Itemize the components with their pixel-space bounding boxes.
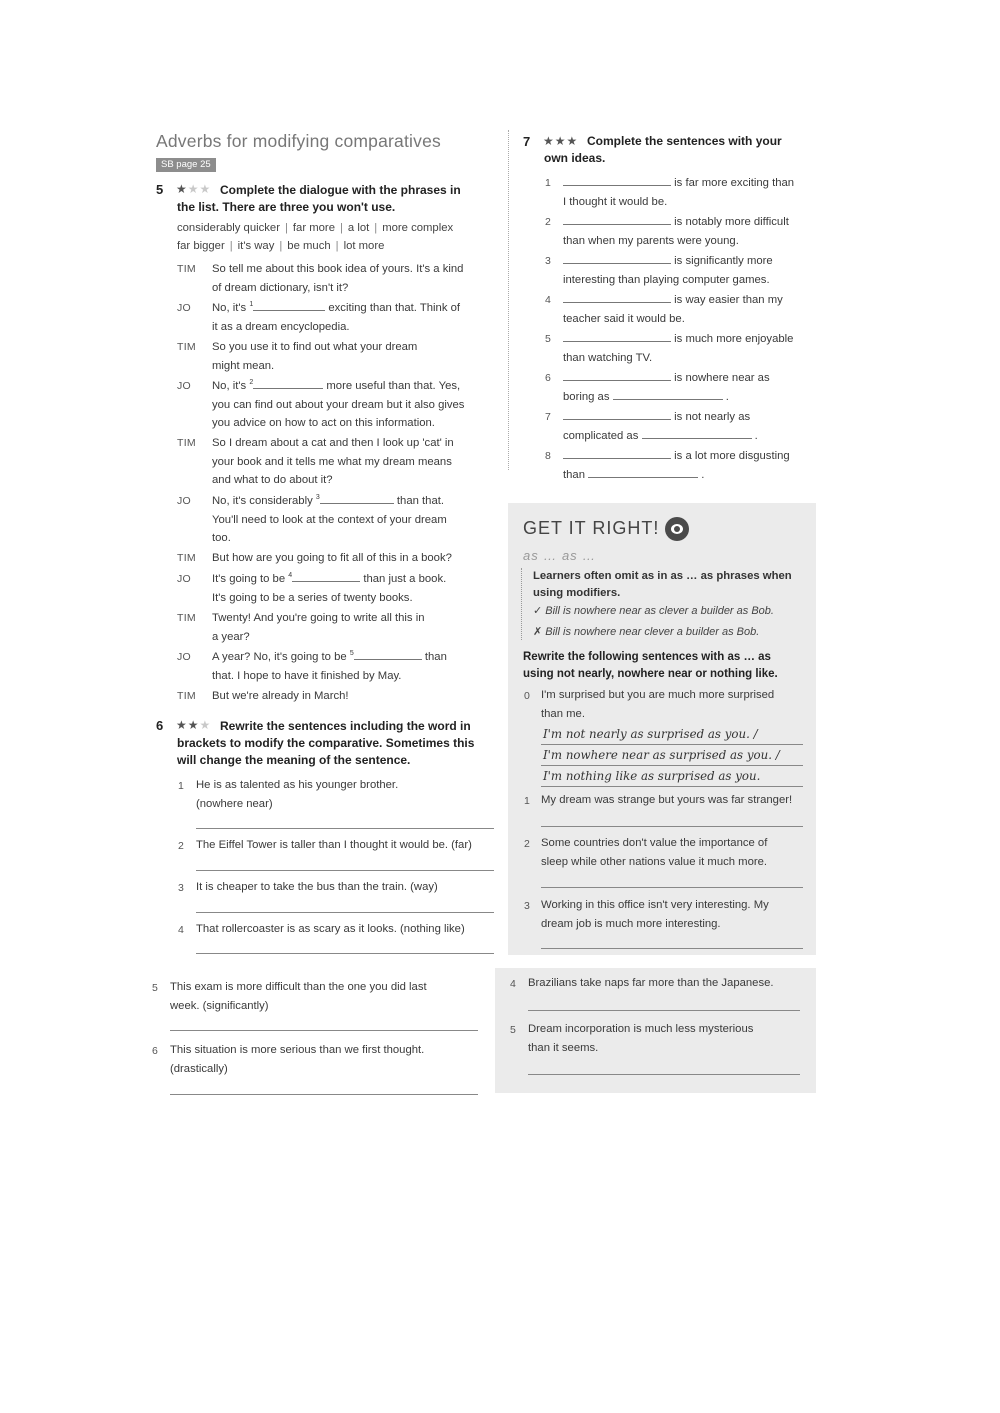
answer-line[interactable] (528, 1074, 800, 1075)
ex5-number: 5 (156, 182, 164, 197)
word-option: lot more (343, 239, 385, 252)
ex5-word-list: considerably quicker | far more | a lot | more complex far bigger | it's way | be much | lot more (177, 222, 454, 252)
ex7-item-4: is way easier than my teacher said it would be. (563, 291, 823, 328)
dialogue-line: It's going to be $^4$ than just a book. It's going to be a series of twenty books. (212, 570, 497, 607)
ex7-item-5: is much more enjoyable than watching TV. (563, 330, 823, 367)
answer-blank[interactable] (563, 252, 671, 264)
ex5-stars (176, 182, 211, 196)
item-number: 4 (178, 924, 184, 936)
answer-line[interactable] (541, 887, 803, 888)
item-number: 3 (524, 900, 530, 912)
ex6-item-5: This exam is more difficult than the one you did last week. (significantly) (170, 981, 427, 1012)
answer-line[interactable] (196, 953, 494, 954)
star-filled-icon: ★ (176, 182, 188, 196)
get-it-right-subtitle: as … as … (523, 548, 597, 563)
word-option: far bigger (177, 239, 225, 252)
item-number: 5 (510, 1024, 516, 1036)
speaker-label: JO (177, 495, 192, 507)
dialogue-line: No, it's $^2$ more useful than that. Yes, you can find out about your dream but it also gives you advice on how to act on this information. (212, 377, 497, 433)
item-number: 6 (152, 1045, 158, 1057)
answer-line[interactable] (170, 1030, 478, 1031)
answer-line[interactable] (170, 1094, 478, 1095)
word-option: it's way (237, 239, 275, 252)
answer-line[interactable] (196, 828, 494, 829)
ex7-item-8: is a lot more disgusting than . (563, 447, 823, 484)
answer-line (541, 744, 803, 745)
ex7-item-2: is notably more difficult than when my parents were young. (563, 213, 823, 250)
item-number: 0 (524, 690, 530, 702)
answer-blank[interactable] (613, 388, 723, 400)
answer-blank-1[interactable] (253, 299, 325, 311)
ex6-item-3: It is cheaper to take the bus than the train. (way) (196, 881, 438, 893)
item-number: 5 (545, 333, 551, 345)
dialogue-line: So tell me about this book idea of yours. It's a kind of dream dictionary, isn't it? (212, 263, 464, 294)
answer-blank-3[interactable] (320, 492, 394, 504)
answer-line[interactable] (528, 1010, 800, 1011)
speaker-label: JO (177, 573, 192, 585)
gir-correct-example: ✓ Bill is nowhere near as clever a builder as Bob. (533, 605, 774, 617)
gir-answer-3: I'm nothing like as surprised as you. (543, 769, 761, 783)
ex7-item-6: is nowhere near as boring as . (563, 369, 823, 406)
word-option: considerably quicker (177, 222, 280, 234)
sb-page-badge: SB page 25 (156, 158, 216, 172)
ex7-item-7: is not nearly as complicated as . (563, 408, 823, 445)
speaker-label: JO (177, 380, 192, 392)
ex7-item-1: is far more exciting than I thought it would be. (563, 174, 823, 211)
answer-line[interactable] (541, 948, 803, 949)
star-empty-icon: ★★ (187, 182, 212, 196)
answer-blank[interactable] (563, 291, 671, 303)
item-number: 6 (545, 372, 551, 384)
answer-blank-4[interactable] (292, 570, 360, 582)
eye-icon (665, 517, 689, 541)
answer-line[interactable] (541, 826, 803, 827)
ex6-item-2: The Eiffel Tower is taller than I thought it would be. (far) (196, 839, 472, 851)
gir-item-3: Working in this office isn't very interesting. My dream job is much more interesting. (541, 899, 769, 930)
answer-line[interactable] (196, 870, 494, 871)
dialogue-line: So you use it to find out what your dream might mean. (212, 341, 418, 372)
answer-blank[interactable] (563, 174, 671, 186)
dialogue-line: No, it's considerably $^3$ than that. You'll need to look at the context of your dream too. (212, 492, 497, 548)
ex6-number: 6 (156, 718, 164, 733)
get-it-right-title: GET IT RIGHT! (523, 517, 689, 541)
answer-blank[interactable] (642, 427, 752, 439)
dialogue-line: Twenty! And you're going to write all this in a year? (212, 612, 425, 643)
item-number: 4 (545, 294, 551, 306)
gir-item-5: Dream incorporation is much less mysterious than it seems. (528, 1023, 754, 1054)
word-option: be much (287, 239, 331, 252)
word-option: far more (292, 222, 335, 234)
answer-blank-5[interactable] (354, 648, 422, 660)
ex6-instruction: Rewrite the sentences including the word in brackets to modify the comparative. Sometimes this will change the meaning of the sentence. (177, 719, 475, 767)
word-option: more complex (382, 222, 454, 234)
cross-icon: ✗ (533, 626, 543, 638)
answer-blank-2[interactable] (253, 377, 323, 389)
speaker-label: TIM (177, 612, 196, 624)
ex7-stars-icon: ★★★ (543, 134, 579, 148)
dialogue-line: A year? No, it's going to be $^5$ than that. I hope to have it finished by May. (212, 648, 497, 685)
check-icon: ✓ (533, 605, 543, 617)
gir-note: Learners often omit as in as … as phrases when using modifiers. (533, 570, 792, 599)
dialogue-line: But how are you going to fit all of this in a book? (212, 552, 452, 564)
ex7-item-3: is significantly more interesting than playing computer games. (563, 252, 823, 289)
speaker-label: JO (177, 302, 192, 314)
item-number: 3 (545, 255, 551, 267)
column-divider (508, 130, 509, 470)
dialogue-line: So I dream about a cat and then I look up 'cat' in your book and it tells me what my dream means and what to do about it? (212, 437, 454, 486)
speaker-label: TIM (177, 341, 196, 353)
ex7-instruction: Complete the sentences with your own ideas. (544, 134, 782, 165)
item-number: 4 (510, 978, 516, 990)
answer-line (541, 765, 803, 766)
ex5-instruction-2: the list. There are three you won't use. (177, 200, 396, 214)
item-number: 5 (152, 982, 158, 994)
gir-answer-2: I'm nowhere near as surprised as you. / (543, 748, 780, 762)
item-number: 1 (545, 177, 551, 189)
item-number: 2 (545, 216, 551, 228)
speaker-label: TIM (177, 437, 196, 449)
answer-blank[interactable] (563, 213, 671, 225)
answer-blank[interactable] (563, 369, 671, 381)
speaker-label: TIM (177, 263, 196, 275)
item-number: 2 (524, 838, 530, 850)
gir-item-1: My dream was strange but yours was far stranger! (541, 794, 793, 806)
ex6-item-1: He is as talented as his younger brother. (nowhere near) (196, 779, 399, 810)
dialogue-line: No, it's $^1$ exciting than that. Think of it as a dream encyclopedia. (212, 299, 497, 336)
dialogue-line: But we're already in March! (212, 690, 349, 702)
gir-answer-1: I'm not nearly as surprised as you. / (543, 727, 758, 741)
star-filled-icon: ★★ (176, 718, 200, 732)
answer-line[interactable] (196, 912, 494, 913)
item-number: 1 (178, 780, 184, 792)
ex7-number: 7 (523, 134, 531, 149)
speaker-label: TIM (177, 690, 196, 702)
ex6-item-4: That rollercoaster is as scary as it looks. (nothing like) (196, 923, 465, 935)
answer-line (541, 786, 803, 787)
item-number: 8 (545, 450, 551, 462)
star-empty-icon: ★ (199, 718, 212, 732)
section-title: Adverbs for modifying comparatives (156, 131, 441, 151)
gir-example: I'm surprised but you are much more surprised than me. (541, 689, 775, 720)
note-divider (521, 568, 522, 640)
answer-blank[interactable] (563, 330, 671, 342)
word-option: a lot (347, 222, 370, 234)
gir-instruction: Rewrite the following sentences with as … as using not nearly, nowhere near or nothing like. (523, 651, 778, 680)
item-number: 1 (524, 795, 530, 807)
answer-blank[interactable] (588, 466, 698, 478)
gir-item-2: Some countries don't value the importance of sleep while other nations value it much more. (541, 837, 768, 868)
speaker-label: TIM (177, 552, 196, 564)
item-number: 3 (178, 882, 184, 894)
gir-wrong-example: ✗ Bill is nowhere near clever a builder as Bob. (533, 626, 760, 638)
answer-blank[interactable] (563, 447, 671, 459)
speaker-label: JO (177, 651, 192, 663)
item-number: 2 (178, 840, 184, 852)
ex5-instruction-1: Complete the dialogue with the phrases in (220, 183, 461, 197)
answer-blank[interactable] (563, 408, 671, 420)
item-number: 7 (545, 411, 551, 423)
gir-item-4: Brazilians take naps far more than the Japanese. (528, 977, 774, 989)
ex6-item-6: This situation is more serious than we first thought. (drastically) (170, 1044, 425, 1075)
